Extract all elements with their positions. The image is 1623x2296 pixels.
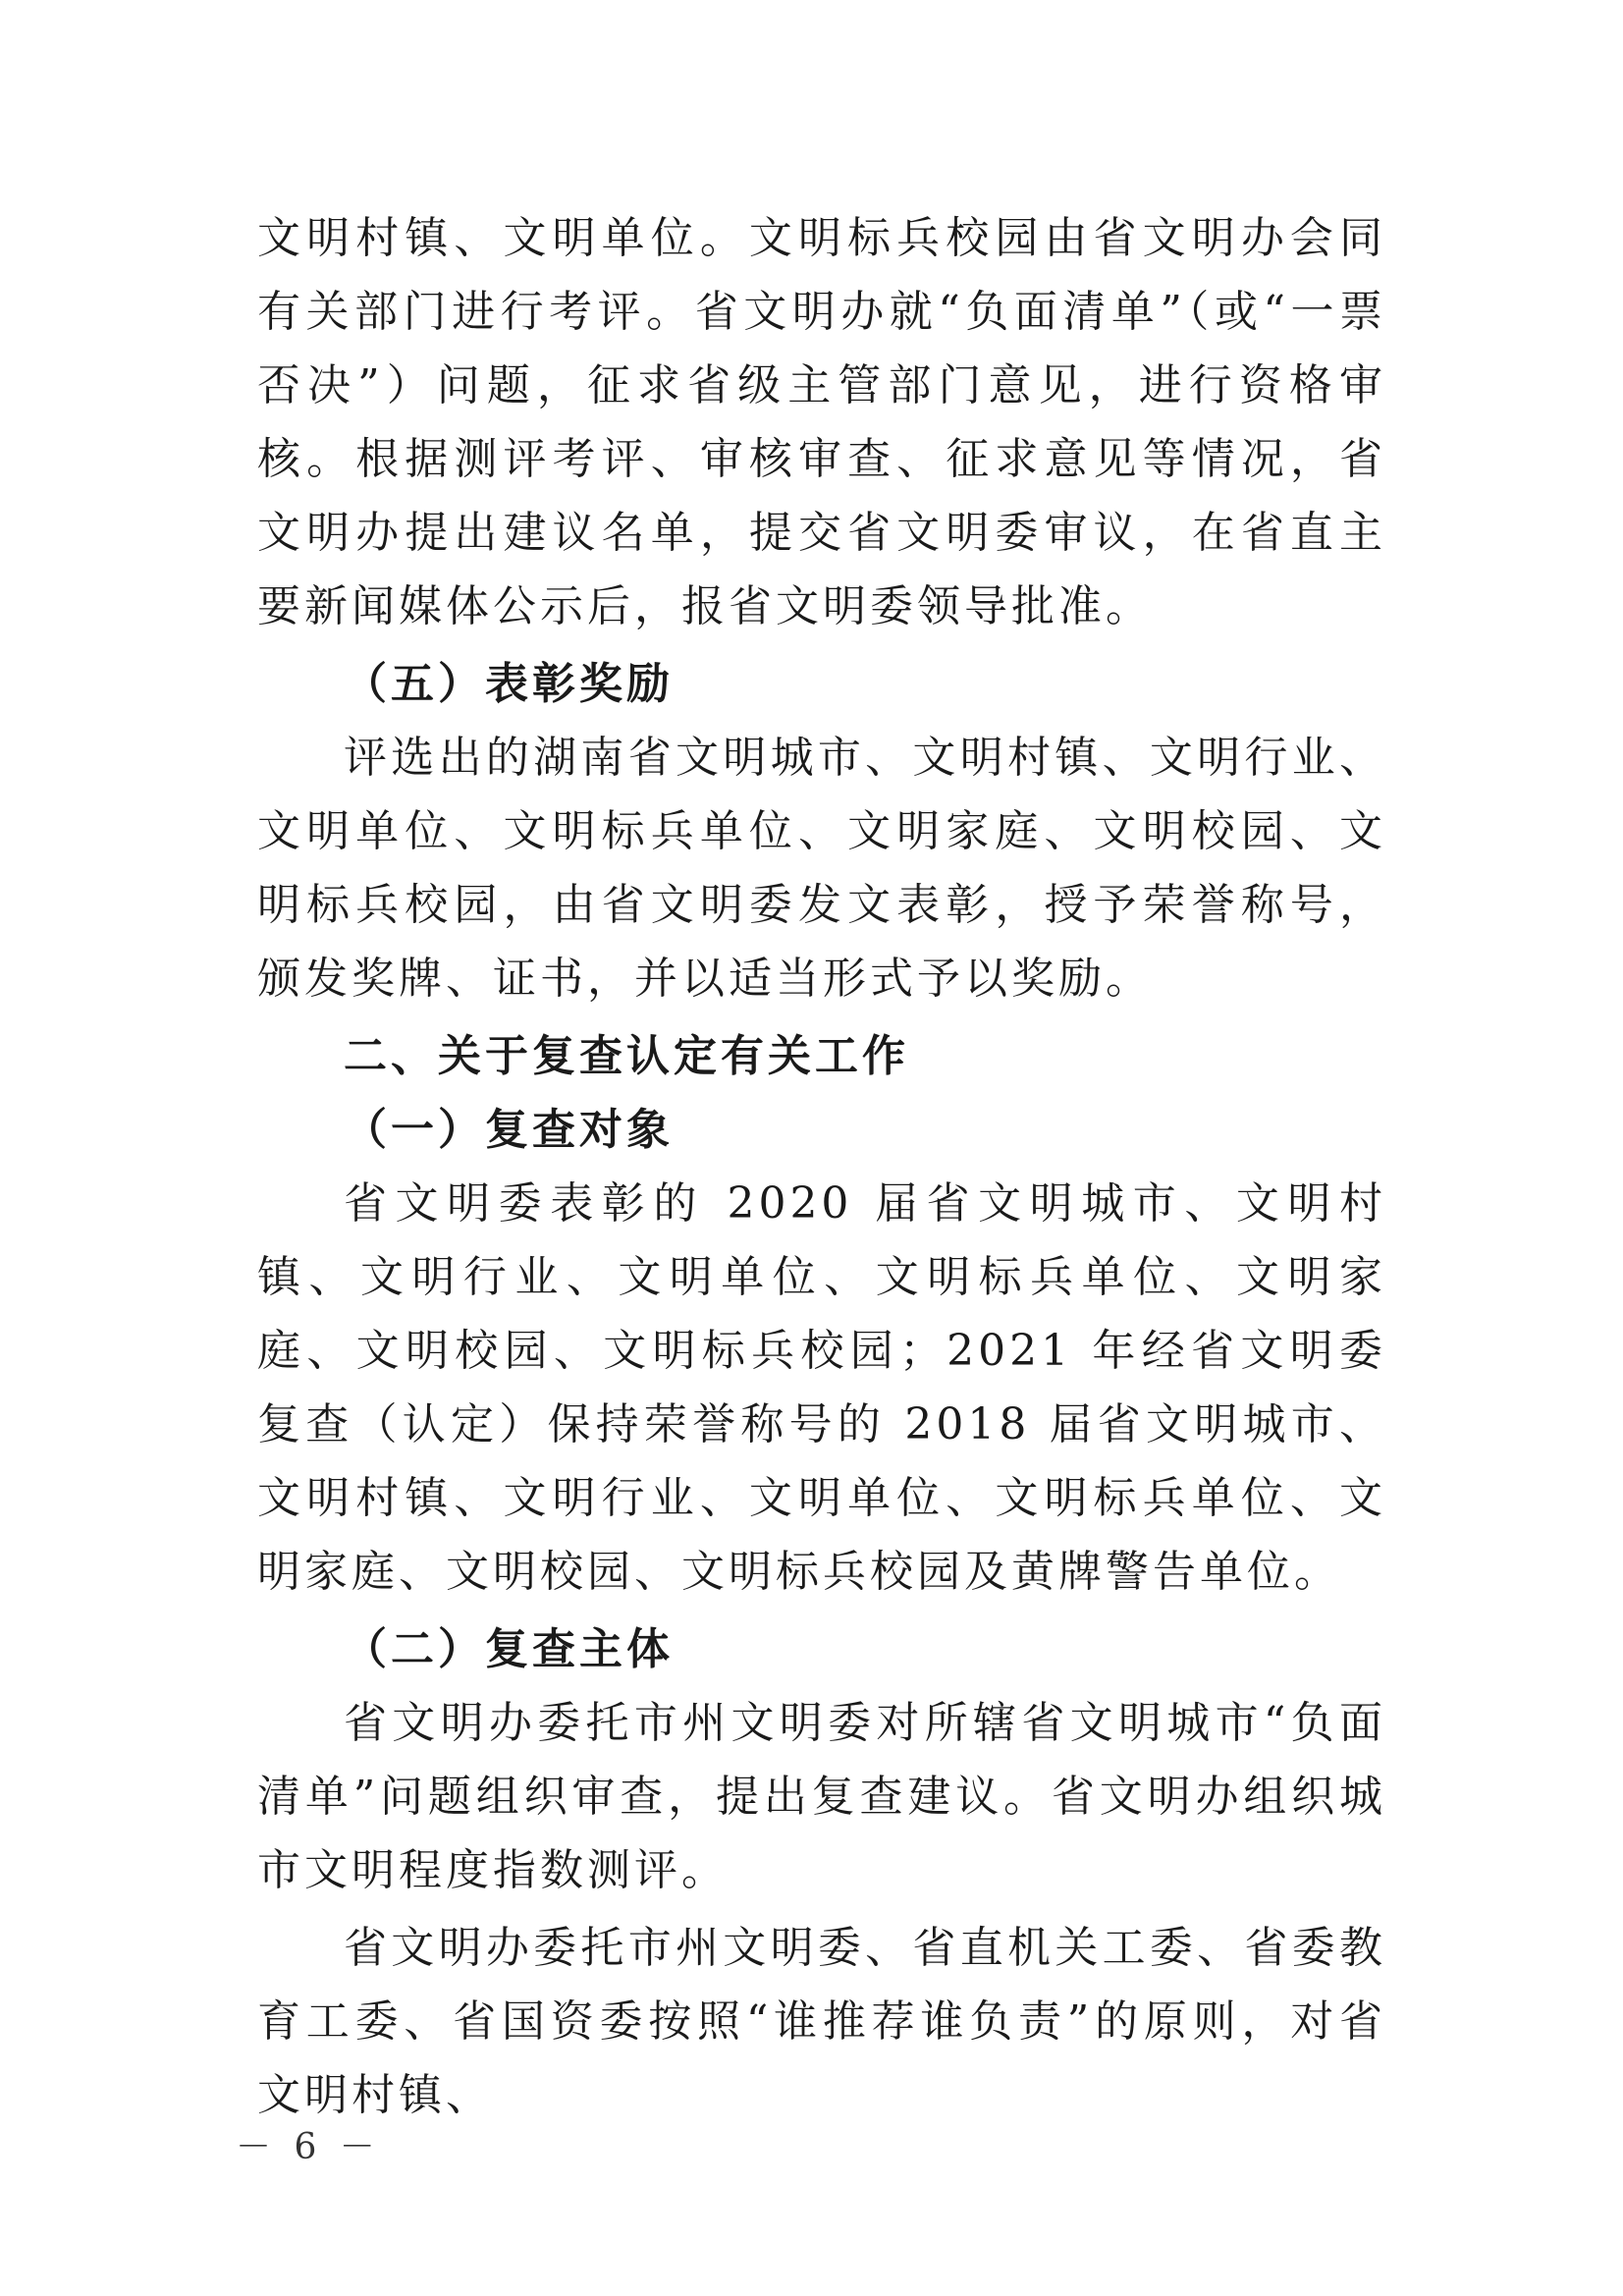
paragraph-review-targets: 省文明委表彰的 2020 届省文明城市、文明村镇、文明行业、文明单位、文明标兵单位、文明家庭、文明校园、文明标兵校园；2021 年经省文明委复查（认定）保持荣誉称号的 2018 届省文明城市、文明村镇、文明行业、文明单位、文明标兵单位、文明家庭、文明校园、文明标兵校园及黄牌警告单位。 (257, 1178, 1386, 1597)
paragraph-review-process: 文明村镇、文明单位。文明标兵校园由省文明办会同有关部门进行考评。省文明办就“负面清单”（或“一票否决”）问题，征求省级主管部门意见，进行资格审核。根据测评考评、审核审查、征求意见等情况，省文明办提出建议名单，提交省文明委审议，在省直主要新闻媒体公示后，报省文明委领导批准。 (257, 213, 1386, 631)
page-number: － 6 － (236, 2127, 381, 2167)
document-body (257, 201, 1386, 2132)
heading-review-targets: （一）复查对象 (344, 1105, 674, 1155)
paragraph-commendation: 评选出的湖南省文明城市、文明村镇、文明行业、文明单位、文明标兵单位、文明家庭、文明校园、文明标兵校园，由省文明委发文表彰，授予荣誉称号，颁发奖牌、证书，并以适当形式予以奖励。 (257, 733, 1386, 1004)
heading-commendation: （五）表彰奖励 (344, 659, 674, 709)
paragraph-review-subject-2: 省文明办委托市州文明委、省直机关工委、省委教育工委、省国资委按照“谁推荐谁负责”的原则，对省文明村镇、 (257, 1923, 1386, 2120)
heading-review-subject: （二）复查主体 (344, 1624, 674, 1674)
paragraph-review-subject-1: 省文明办委托市州文明委对所辖省文明城市“负面清单”问题组织审查，提出复查建议。省文明办组织城市文明程度指数测评。 (257, 1698, 1386, 1895)
heading-section-two: 二、关于复查认定有关工作 (344, 1031, 909, 1081)
